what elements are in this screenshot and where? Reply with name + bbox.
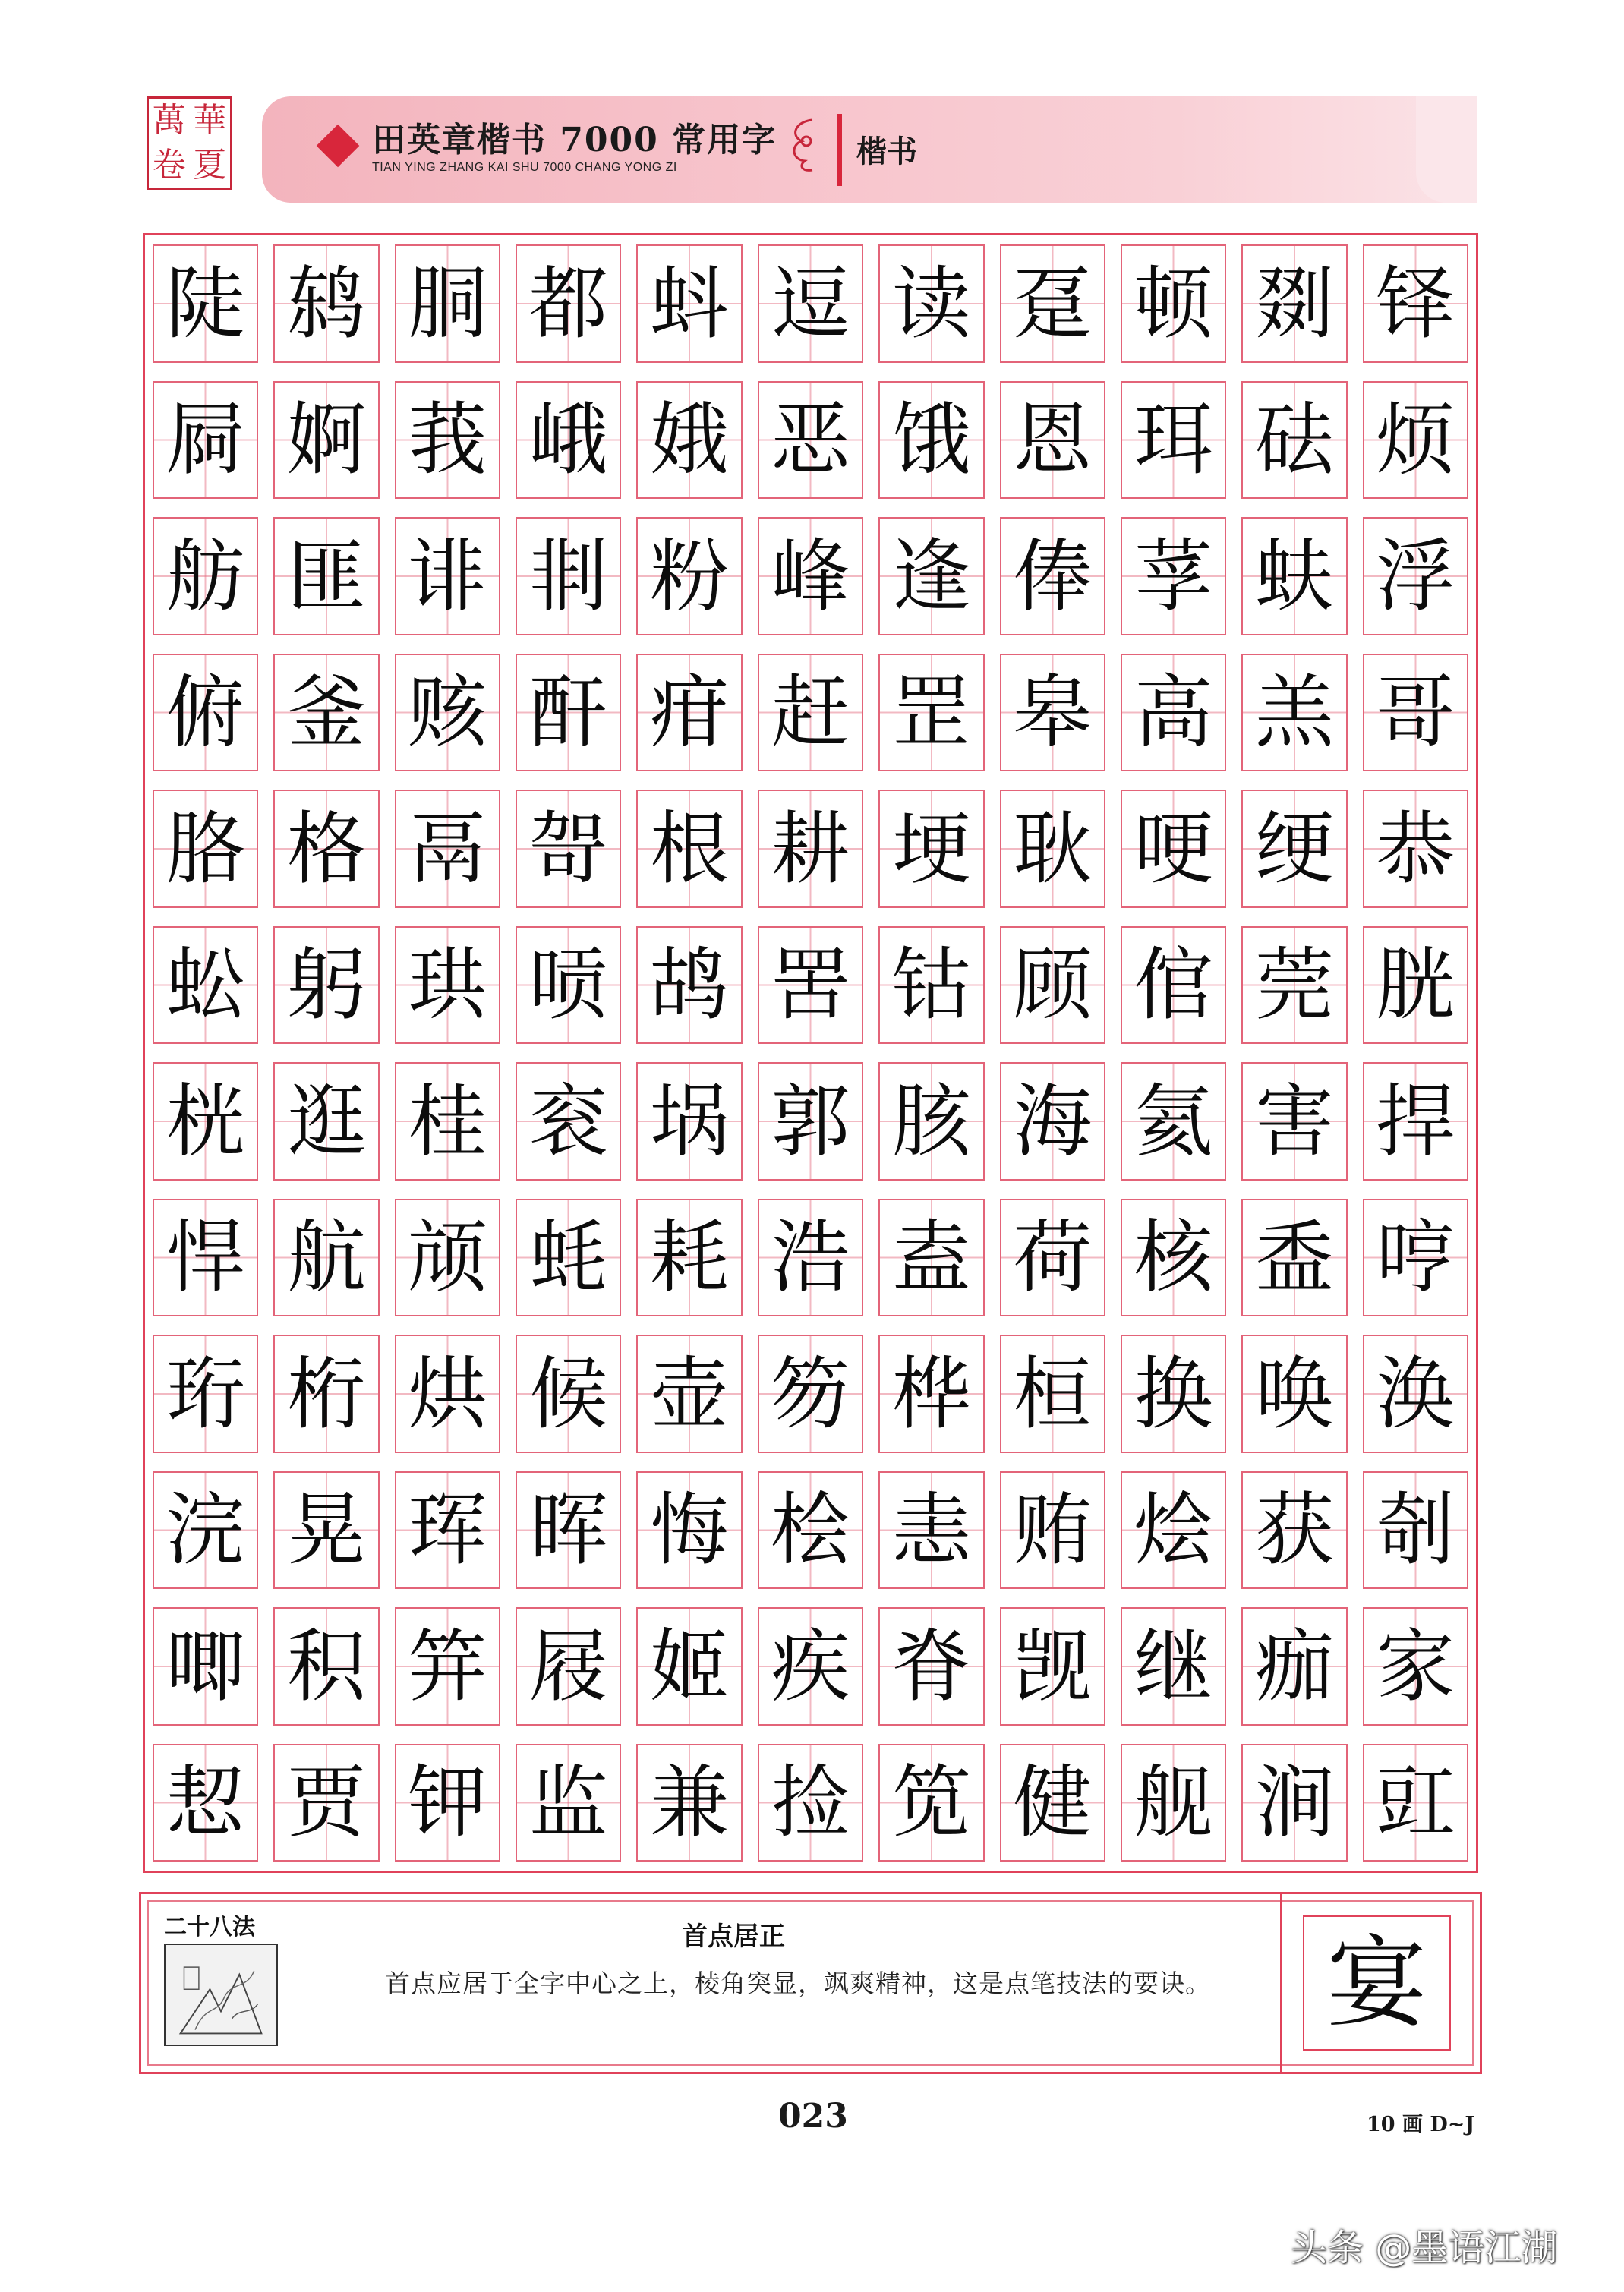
grid-char: 剟: [1254, 257, 1334, 350]
tip-box: [139, 1892, 1482, 2074]
grid-cell: [636, 1607, 742, 1726]
grid-cell: [1000, 244, 1105, 363]
grid-char: 鸫: [287, 257, 367, 350]
grid-cell: [878, 926, 984, 1045]
grid-char: 恩: [1013, 393, 1093, 487]
grid-char: 俸: [1013, 529, 1093, 623]
grid-cell: [758, 1471, 863, 1590]
grid-cell: [395, 1199, 500, 1317]
page-number: 023: [778, 2097, 848, 2136]
grid-cell: [1363, 517, 1468, 635]
grid-char: 积: [287, 1619, 367, 1713]
grid-char: 莞: [1254, 938, 1334, 1032]
grid-char: 趸: [1013, 257, 1093, 350]
grid-cell: [1363, 1607, 1468, 1726]
grid-cell: [1241, 1335, 1347, 1453]
grid-char: 桓: [1013, 1347, 1093, 1440]
grid-char: 绠: [1254, 802, 1334, 895]
grid-char: 获: [1254, 1483, 1334, 1577]
grid-char: 郭: [771, 1074, 850, 1168]
grid-cell: [1363, 1744, 1468, 1862]
grid-cell: [878, 1335, 984, 1453]
grid-char: 悍: [166, 1211, 245, 1304]
grid-char: 剞: [1376, 1483, 1455, 1577]
grid-char: 顿: [1134, 257, 1213, 350]
grid-char: 屙: [166, 393, 245, 487]
grid-char: 烘: [408, 1347, 487, 1440]
grid-char: 蚪: [650, 257, 730, 350]
grid-char: 烩: [1134, 1483, 1213, 1577]
grid-cell: [153, 1744, 258, 1862]
grid-char: 氦: [1134, 1074, 1213, 1168]
grid-cell: [636, 790, 742, 908]
grid-cell: [516, 654, 621, 772]
grid-cell: [273, 1199, 379, 1317]
grid-char: 悔: [650, 1483, 730, 1577]
grid-cell: [636, 1062, 742, 1181]
grid-cell: [758, 1744, 863, 1862]
grid-char: 涧: [1254, 1756, 1334, 1849]
grid-cell: [1121, 517, 1226, 635]
grid-char: 蚨: [1254, 529, 1334, 623]
grid-cell: [1121, 790, 1226, 908]
grid-char: 贾: [287, 1756, 367, 1849]
grid-cell: [273, 926, 379, 1045]
tip-heading: 首点居正: [682, 1922, 785, 1952]
grid-char: 罟: [771, 938, 850, 1032]
grid-cell: [153, 1335, 258, 1453]
watermark: 头条 @墨语江湖: [1291, 2227, 1558, 2269]
grid-char: 粉: [650, 529, 730, 623]
grid-char: 继: [1134, 1619, 1213, 1713]
grid-cell: [395, 1744, 500, 1862]
grid-cell: [516, 517, 621, 635]
grid-cell: [273, 654, 379, 772]
grid-cell: [1363, 1335, 1468, 1453]
grid-cell: [1241, 381, 1347, 500]
grid-cell: [153, 654, 258, 772]
grid-cell: [273, 790, 379, 908]
grid-cell: [395, 1062, 500, 1181]
grid-cell: [516, 381, 621, 500]
grid-cell: [516, 1062, 621, 1181]
grid-char: 姬: [650, 1619, 730, 1713]
grid-cell: [1363, 790, 1468, 908]
grid-char: 诽: [408, 529, 487, 623]
cloud-ornament-icon: [782, 114, 820, 175]
grid-cell: [395, 1471, 500, 1590]
grid-cell: [636, 1335, 742, 1453]
grid-cell: [153, 1199, 258, 1317]
grid-char: 砝: [1254, 393, 1334, 487]
grid-cell: [1121, 244, 1226, 363]
grid-cell: [758, 926, 863, 1045]
grid-char: 釜: [287, 666, 367, 759]
grid-char: 唝: [528, 938, 608, 1032]
grid-cell: [1121, 1607, 1226, 1726]
grid-cell: [636, 517, 742, 635]
seal-char: 夏: [193, 145, 227, 184]
grid-char: 笄: [408, 1619, 487, 1713]
grid-char: 峰: [771, 529, 850, 623]
grid-cell: [1121, 1744, 1226, 1862]
grid-char: 耿: [1013, 802, 1093, 895]
grid-char: 俯: [166, 666, 245, 759]
grid-cell: [273, 1062, 379, 1181]
seal-char: 萬: [152, 101, 186, 140]
grid-char: 浮: [1376, 529, 1455, 623]
grid-char: 荷: [1013, 1211, 1093, 1304]
grid-char: 舫: [166, 529, 245, 623]
grid-cell: [1241, 517, 1347, 635]
grid-cell: [758, 1335, 863, 1453]
grid-cell: [1363, 381, 1468, 500]
grid-char: 蚝: [528, 1211, 608, 1304]
grid-char: 捍: [1376, 1074, 1455, 1168]
grid-char: 唧: [166, 1619, 245, 1713]
grid-char: 贿: [1013, 1483, 1093, 1577]
series-title: 田英章楷书 7000 常用字: [372, 121, 777, 159]
grid-char: 逢: [891, 529, 971, 623]
grid-cell: [636, 1199, 742, 1317]
grid-cell: [636, 654, 742, 772]
grid-cell: [153, 1062, 258, 1181]
grid-char: 高: [1134, 666, 1213, 759]
grid-char: 疳: [650, 666, 730, 759]
grid-cell: [878, 1471, 984, 1590]
grid-cell: [395, 244, 500, 363]
grid-cell: [273, 381, 379, 500]
grid-cell: [1363, 654, 1468, 772]
grid-char: 脊: [891, 1619, 971, 1713]
grid-char: 蚣: [166, 938, 245, 1032]
grid-cell: [273, 1744, 379, 1862]
grid-cell: [636, 1744, 742, 1862]
grid-cell: [516, 244, 621, 363]
grid-cell: [516, 926, 621, 1045]
tip-text: 首点应居于全字中心之上，棱角突显，飒爽精神，这是点笔技法的要诀。: [385, 1969, 1211, 1998]
grid-char: 钾: [408, 1756, 487, 1849]
grid-char: 哥: [1376, 666, 1455, 759]
grid-char: 疾: [771, 1619, 850, 1713]
grid-cell: [1241, 1471, 1347, 1590]
grid-cell: [1000, 790, 1105, 908]
grid-char: 桁: [287, 1347, 367, 1440]
grid-char: 根: [650, 802, 730, 895]
sample-char-box: [1303, 1915, 1451, 2051]
grid-cell: [878, 1744, 984, 1862]
grid-cell: [516, 1744, 621, 1862]
grid-cell: [636, 244, 742, 363]
grid-cell: [1000, 1335, 1105, 1453]
grid-cell: [516, 1335, 621, 1453]
grid-cell: [516, 790, 621, 908]
grid-char: 读: [891, 257, 971, 350]
grid-char: 珥: [1134, 393, 1213, 487]
grid-char: 浣: [166, 1483, 245, 1577]
grid-cell: [1241, 1062, 1347, 1181]
grid-char: 埚: [650, 1074, 730, 1168]
grid-cell: [758, 244, 863, 363]
grid-cell: [395, 381, 500, 500]
grid-cell: [153, 1471, 258, 1590]
grid-char: 笏: [771, 1347, 850, 1440]
grid-cell: [1000, 1062, 1105, 1181]
grid-char: 桦: [891, 1347, 971, 1440]
grid-cell: [516, 1471, 621, 1590]
grid-char: 捡: [771, 1756, 850, 1849]
grid-cell: [273, 517, 379, 635]
grid-char: 羔: [1254, 666, 1334, 759]
grid-cell: [1363, 926, 1468, 1045]
grid-char: 桄: [166, 1074, 245, 1168]
grid-cell: [1363, 1471, 1468, 1590]
grid-cell: [153, 926, 258, 1045]
seal-char: 卷: [152, 145, 186, 184]
grid-cell: [758, 1199, 863, 1317]
series-pinyin: TIAN YING ZHANG KAI SHU 7000 CHANG YONG ZI: [372, 161, 677, 174]
grid-cell: [878, 790, 984, 908]
grid-char: 胳: [166, 802, 245, 895]
grid-char: 都: [528, 257, 608, 350]
grid-cell: [758, 1062, 863, 1181]
grid-cell: [153, 790, 258, 908]
banner-tail-shape: [1416, 96, 1477, 203]
grid-char: 桂: [408, 1074, 487, 1168]
grid-char: 痂: [1254, 1619, 1334, 1713]
publisher-seal: [147, 96, 232, 190]
grid-cell: [1241, 1607, 1347, 1726]
grid-char: 逗: [771, 257, 850, 350]
grid-cell: [1000, 1199, 1105, 1317]
grid-char: 埂: [891, 802, 971, 895]
grid-cell: [1241, 790, 1347, 908]
grid-char: 娥: [650, 393, 730, 487]
grid-char: 壶: [650, 1347, 730, 1440]
grid-cell: [1241, 926, 1347, 1045]
grid-char: 铎: [1376, 257, 1455, 350]
grid-cell: [636, 926, 742, 1045]
grid-cell: [273, 1335, 379, 1453]
grid-cell: [153, 381, 258, 500]
grid-cell: [1121, 1335, 1226, 1453]
grid-char: 莪: [408, 393, 487, 487]
style-label: 楷书: [856, 134, 917, 169]
grid-cell: [273, 244, 379, 363]
grid-char: 核: [1134, 1211, 1213, 1304]
grid-cell: [395, 790, 500, 908]
grid-char: 顾: [1013, 938, 1093, 1032]
grid-char: 耕: [771, 802, 850, 895]
grid-cell: [758, 790, 863, 908]
grid-char: 屐: [528, 1619, 608, 1713]
grid-char: 笕: [891, 1756, 971, 1849]
banner-divider: [837, 114, 842, 186]
grid-cell: [1121, 1471, 1226, 1590]
grid-cell: [878, 1199, 984, 1317]
grid-cell: [1121, 1199, 1226, 1317]
ink-illustration-icon: [164, 1944, 278, 2046]
grid-char: 剕: [528, 529, 608, 623]
seal-char: 華: [193, 101, 227, 140]
grid-char: 觊: [1013, 1619, 1093, 1713]
grid-cell: [758, 1607, 863, 1726]
grid-cell: [636, 381, 742, 500]
grid-cell: [1121, 926, 1226, 1045]
grid-cell: [1241, 1199, 1347, 1317]
grid-cell: [1121, 381, 1226, 500]
grid-char: 躬: [287, 938, 367, 1032]
sample-char: 宴: [1326, 1925, 1427, 2041]
grid-char: 唤: [1254, 1347, 1334, 1440]
grid-char: 恚: [891, 1483, 971, 1577]
grid-char: 珲: [408, 1483, 487, 1577]
grid-cell: [878, 244, 984, 363]
character-grid: [143, 233, 1478, 1873]
grid-cell: [273, 1471, 379, 1590]
grid-char: 胴: [408, 257, 487, 350]
grid-cell: [878, 1607, 984, 1726]
grid-cell: [1000, 381, 1105, 500]
grid-char: 珙: [408, 938, 487, 1032]
grid-char: 健: [1013, 1756, 1093, 1849]
grid-char: 哼: [1376, 1211, 1455, 1304]
grid-char: 换: [1134, 1347, 1213, 1440]
grid-char: 盉: [1254, 1211, 1334, 1304]
grid-cell: [516, 1607, 621, 1726]
grid-char: 监: [528, 1756, 608, 1849]
grid-char: 耗: [650, 1211, 730, 1304]
grid-char: 航: [287, 1211, 367, 1304]
grid-char: 赅: [408, 666, 487, 759]
grid-char: 酐: [528, 666, 608, 759]
grid-cell: [1000, 1607, 1105, 1726]
grid-char: 害: [1254, 1074, 1334, 1168]
grid-cell: [516, 1199, 621, 1317]
grid-cell: [1241, 654, 1347, 772]
grid-char: 晃: [287, 1483, 367, 1577]
grid-cell: [636, 1471, 742, 1590]
grid-char: 饿: [891, 393, 971, 487]
grid-char: 晖: [528, 1483, 608, 1577]
grid-cell: [1363, 1199, 1468, 1317]
grid-char: 罡: [891, 666, 971, 759]
grid-char: 哿: [528, 802, 608, 895]
grid-cell: [153, 1607, 258, 1726]
grid-char: 豇: [1376, 1756, 1455, 1849]
grid-cell: [273, 1607, 379, 1726]
grid-char: 莩: [1134, 529, 1213, 623]
grid-cell: [153, 517, 258, 635]
grid-cell: [878, 381, 984, 500]
grid-cell: [1000, 926, 1105, 1045]
grid-char: 烦: [1376, 393, 1455, 487]
grid-char: 格: [287, 802, 367, 895]
grid-cell: [153, 244, 258, 363]
grid-char: 鸪: [650, 938, 730, 1032]
grid-cell: [878, 1062, 984, 1181]
grid-char: 盍: [891, 1211, 971, 1304]
grid-cell: [1241, 1744, 1347, 1862]
grid-cell: [1000, 1471, 1105, 1590]
grid-cell: [1363, 1062, 1468, 1181]
grid-char: 海: [1013, 1074, 1093, 1168]
grid-cell: [395, 1335, 500, 1453]
grid-cell: [758, 381, 863, 500]
grid-cell: [1121, 1062, 1226, 1181]
grid-cell: [1000, 1744, 1105, 1862]
grid-char: 舰: [1134, 1756, 1213, 1849]
grid-char: 胱: [1376, 938, 1455, 1032]
grid-cell: [395, 654, 500, 772]
grid-char: 哽: [1134, 802, 1213, 895]
grid-char: 兼: [650, 1756, 730, 1849]
grid-cell: [395, 1607, 500, 1726]
grid-char: 匪: [287, 529, 367, 623]
grid-cell: [1121, 654, 1226, 772]
tip-method-label: 二十八法: [164, 1914, 255, 1940]
grid-char: 皋: [1013, 666, 1093, 759]
grid-cell: [758, 517, 863, 635]
grid-char: 峨: [528, 393, 608, 487]
grid-cell: [395, 926, 500, 1045]
grid-char: 恶: [771, 393, 850, 487]
grid-cell: [395, 517, 500, 635]
grid-char: 珩: [166, 1347, 245, 1440]
grid-char: 家: [1376, 1619, 1455, 1713]
grid-char: 胲: [891, 1074, 971, 1168]
tip-divider: [1280, 1894, 1282, 2072]
grid-char: 桧: [771, 1483, 850, 1577]
grid-cell: [758, 654, 863, 772]
grid-char: 钴: [891, 938, 971, 1032]
grid-char: 倌: [1134, 938, 1213, 1032]
grid-char: 浩: [771, 1211, 850, 1304]
grid-char: 恭: [1376, 802, 1455, 895]
grid-cell: [878, 654, 984, 772]
grid-char: 逛: [287, 1074, 367, 1168]
section-label: 10 画 D~J: [1367, 2113, 1475, 2136]
grid-char: 恝: [166, 1756, 245, 1849]
grid-char: 婀: [287, 393, 367, 487]
grid-cell: [1241, 244, 1347, 363]
grid-char: 鬲: [408, 802, 487, 895]
grid-cell: [1000, 654, 1105, 772]
grid-cell: [878, 517, 984, 635]
grid-char: 候: [528, 1347, 608, 1440]
grid-char: 衮: [528, 1074, 608, 1168]
grid-char: 涣: [1376, 1347, 1455, 1440]
grid-cell: [1000, 517, 1105, 635]
grid-char: 陡: [166, 257, 245, 350]
grid-cell: [1363, 244, 1468, 363]
grid-char: 赶: [771, 666, 850, 759]
grid-char: 颃: [408, 1211, 487, 1304]
